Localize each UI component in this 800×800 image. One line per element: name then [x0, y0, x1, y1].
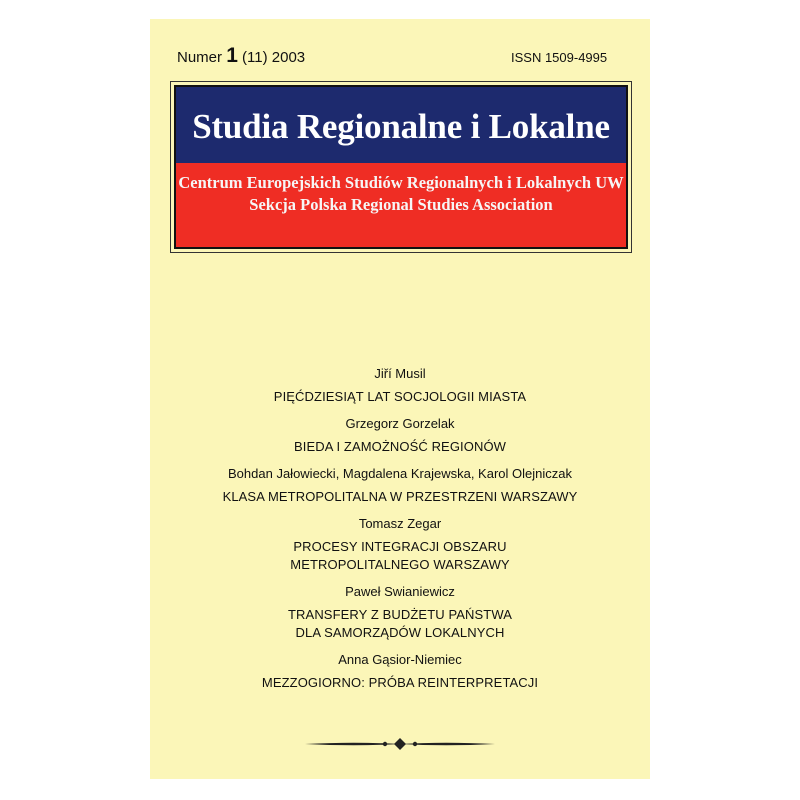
article-title: KLASA METROPOLITALNA W PRZESTRZENI WARSZAWY — [222, 489, 578, 504]
journal-title: Studia Regionalne i Lokalne — [192, 107, 610, 146]
article-entry — [150, 465, 650, 506]
journal-cover — [150, 19, 650, 779]
article-author: Jiří Musil — [374, 366, 426, 381]
article-entry — [150, 583, 650, 642]
article-author: Bohdan Jałowiecki, Magdalena Krajewska, Karol Olejniczak — [228, 466, 572, 481]
journal-subtitle-line-1: Centrum Europejskich Studiów Regionalnych i Lokalnych UW — [178, 173, 624, 192]
article-entry — [150, 651, 650, 692]
issn: ISSN 1509-4995 — [511, 50, 608, 65]
journal-subtitle-line-2: Sekcja Polska Regional Studies Association — [249, 195, 553, 214]
article-title-line: TRANSFERY Z BUDŻETU PAŃSTWA — [288, 607, 512, 622]
article-title-line: DLA SAMORZĄDÓW LOKALNYCH — [295, 625, 505, 640]
article-title-line: PROCESY INTEGRACJI OBSZARU — [293, 539, 507, 554]
article-author: Grzegorz Gorzelak — [345, 416, 455, 431]
article-title: MEZZOGIORNO: PRÓBA REINTERPRETACJI — [261, 675, 539, 690]
article-title-line: METROPOLITALNEGO WARSZAWY — [290, 557, 510, 572]
masthead-frame — [174, 85, 628, 249]
issue-number — [177, 44, 305, 68]
issue-label: Numer — [177, 49, 223, 66]
masthead — [170, 81, 632, 253]
article-title: PIĘĆDZIESIĄT LAT SOCJOLOGII MIASTA — [273, 389, 527, 404]
article-title — [150, 606, 650, 642]
article-title — [150, 538, 650, 574]
article-entry — [150, 365, 650, 406]
article-title: BIEDA I ZAMOŻNOŚĆ REGIONÓW — [293, 439, 507, 454]
ornament-divider — [305, 737, 495, 751]
article-entry — [150, 515, 650, 574]
article-author: Paweł Swianiewicz — [345, 584, 455, 599]
journal-subtitle-band — [176, 163, 626, 247]
journal-title-band — [176, 87, 626, 163]
table-of-contents — [150, 365, 650, 701]
issue-number-value: 1 — [226, 44, 238, 67]
article-author: Tomasz Zegar — [358, 516, 442, 531]
article-entry — [150, 415, 650, 456]
article-author: Anna Gąsior-Niemiec — [338, 652, 462, 667]
issue-year: (11) 2003 — [242, 49, 306, 66]
